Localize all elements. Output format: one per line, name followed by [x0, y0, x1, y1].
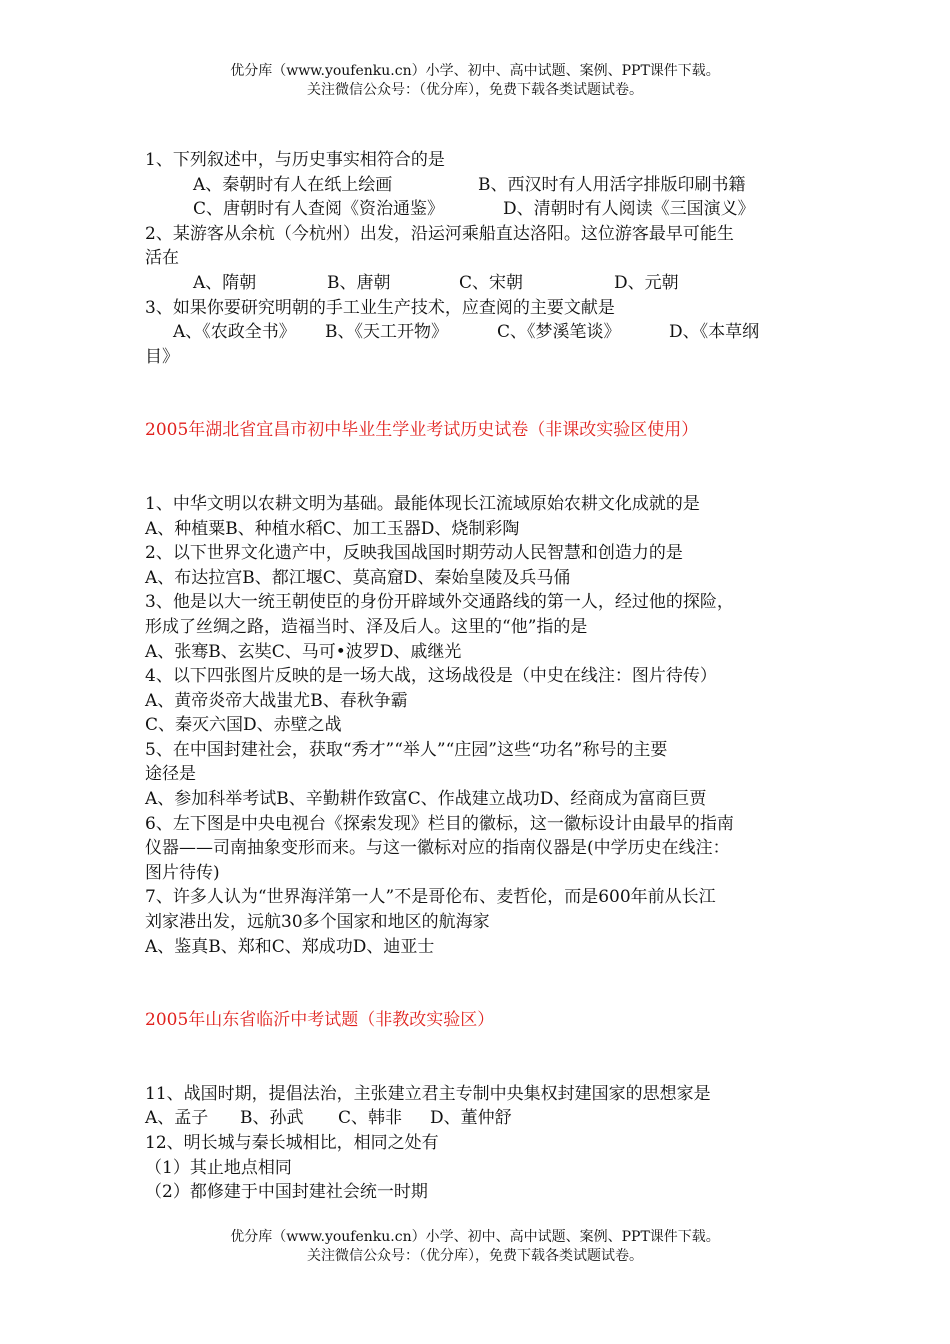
page-footer [0, 1228, 950, 1266]
text-line: A、布达拉宫B、都江堰C、莫高窟D、秦始皇陵及兵马俑 [145, 567, 571, 588]
question-3: 3、如果你要研究明朝的手工业生产技术，应查阅的主要文献是 [145, 297, 615, 318]
text-line: C、秦灭六国D、赤壁之战 [145, 715, 342, 736]
option-b: B、孙武 [240, 1108, 304, 1129]
text-line: 刘家港出发，远航30多个国家和地区的航海家 [145, 912, 490, 933]
option-d: D、元朝 [614, 272, 679, 293]
option-a: A、隋朝 [193, 272, 257, 293]
question-3-options [145, 320, 815, 345]
text-line: 3、他是以大一统王朝使臣的身份开辟域外交通路线的第一人，经过他的探险， [145, 592, 734, 613]
section-title: 2005年湖北省宜昌市初中毕业生学业考试历史试卷（非课改实验区使用） [145, 420, 699, 441]
text-line: 途径是 [145, 764, 196, 785]
question-2-options [145, 271, 815, 296]
option-b: B、西汉时有人用活字排版印刷书籍 [478, 174, 746, 195]
option-c: C、唐朝时有人查阅《资治通鉴》 [193, 199, 445, 220]
text-line: A、黄帝炎帝大战蚩尤B、春秋争霸 [145, 690, 408, 711]
question-12: 12、明长城与秦长城相比，相同之处有 [145, 1133, 439, 1153]
option-d: D、清朝时有人阅读《三国演义》 [503, 199, 755, 220]
question-11: 11、战国时期，提倡法治，主张建立君主专制中央集权封建国家的思想家是 [145, 1083, 711, 1104]
question-2-line-2: 活在 [145, 248, 179, 269]
question-3-wrap: 目》 [145, 346, 179, 367]
document-body [145, 148, 815, 1205]
footer-line-2: 关注微信公众号：（优分库），免费下载各类试题试卷。 [307, 1248, 643, 1264]
footer-line-1: 优分库（www.youfenku.cn）小学、初中、高中试题、案例、PPT课件下载。 [230, 1229, 720, 1245]
question-1-options-row-1 [145, 173, 815, 198]
header-line-2: 关注微信公众号：（优分库），免费下载各类试题试卷。 [307, 82, 643, 98]
option-d: D、《本草纲 [669, 322, 760, 343]
text-line: 形成了丝绸之路，造福当时、泽及后人。这里的“他”指的是 [145, 616, 588, 637]
text-line: 5、在中国封建社会，获取“秀才”“举人”“庄园”这些“功名”称号的主要 [145, 739, 668, 760]
option-b: B、唐朝 [327, 272, 391, 293]
text-line: A、种植粟B、种植水稻C、加工玉器D、烧制彩陶 [145, 518, 520, 539]
text-line: 图片待传) [145, 862, 220, 883]
option-c: C、宋朝 [459, 272, 524, 293]
text-line: 6、左下图是中央电视台《探索发现》栏目的徽标，这一徽标设计由最早的指南 [145, 813, 734, 834]
text-line: 7、许多人认为“世界海洋第一人”不是哥伦布、麦哲伦，而是600年前从长江 [145, 887, 716, 908]
question-12-item-1: （1）其止地点相同 [145, 1157, 292, 1178]
option-a: A、秦朝时有人在纸上绘画 [193, 174, 393, 195]
page-header [0, 62, 950, 100]
section-2-questions [145, 492, 815, 959]
header-line-1: 优分库（www.youfenku.cn）小学、初中、高中试题、案例、PPT课件下载。 [230, 63, 720, 79]
text-line: 1、中华文明以农耕文明为基础。最能体现长江流域原始农耕文化成就的是 [145, 493, 700, 514]
option-a: A、孟子 [145, 1108, 209, 1129]
question-11-options [145, 1106, 815, 1131]
option-a: A、《农政全书》 [173, 322, 296, 343]
question-12-item-2: （2）都修建于中国封建社会统一时期 [145, 1182, 428, 1203]
option-c: C、《梦溪笔谈》 [497, 322, 621, 343]
option-b: B、《天工开物》 [325, 322, 448, 343]
text-line: A、鉴真B、郑和C、郑成功D、迪亚士 [145, 936, 435, 957]
text-line: 2、以下世界文化遗产中，反映我国战国时期劳动人民智慧和创造力的是 [145, 543, 683, 564]
question-1: 1、下列叙述中，与历史事实相符合的是 [145, 150, 445, 170]
text-line: 4、以下四张图片反映的是一场大战，这场战役是（中史在线注：图片待传） [145, 666, 717, 687]
question-2-line-1: 2、某游客从余杭（今杭州）出发，沿运河乘船直达洛阳。这位游客最早可能生 [145, 223, 734, 244]
text-line: A、张骞B、玄奘C、马可•波罗D、戚继光 [145, 641, 462, 662]
question-1-options-row-2 [145, 197, 815, 222]
option-d: D、董仲舒 [430, 1108, 512, 1129]
text-line: 仪器——司南抽象变形而来。与这一徽标对应的指南仪器是(中学历史在线注： [145, 838, 730, 859]
section-title: 2005年山东省临沂中考试题（非教改实验区） [145, 1010, 495, 1031]
option-c: C、韩非 [338, 1108, 403, 1129]
text-line: A、参加科举考试B、辛勤耕作致富C、作战建立战功D、经商成为富商巨贾 [145, 789, 707, 810]
